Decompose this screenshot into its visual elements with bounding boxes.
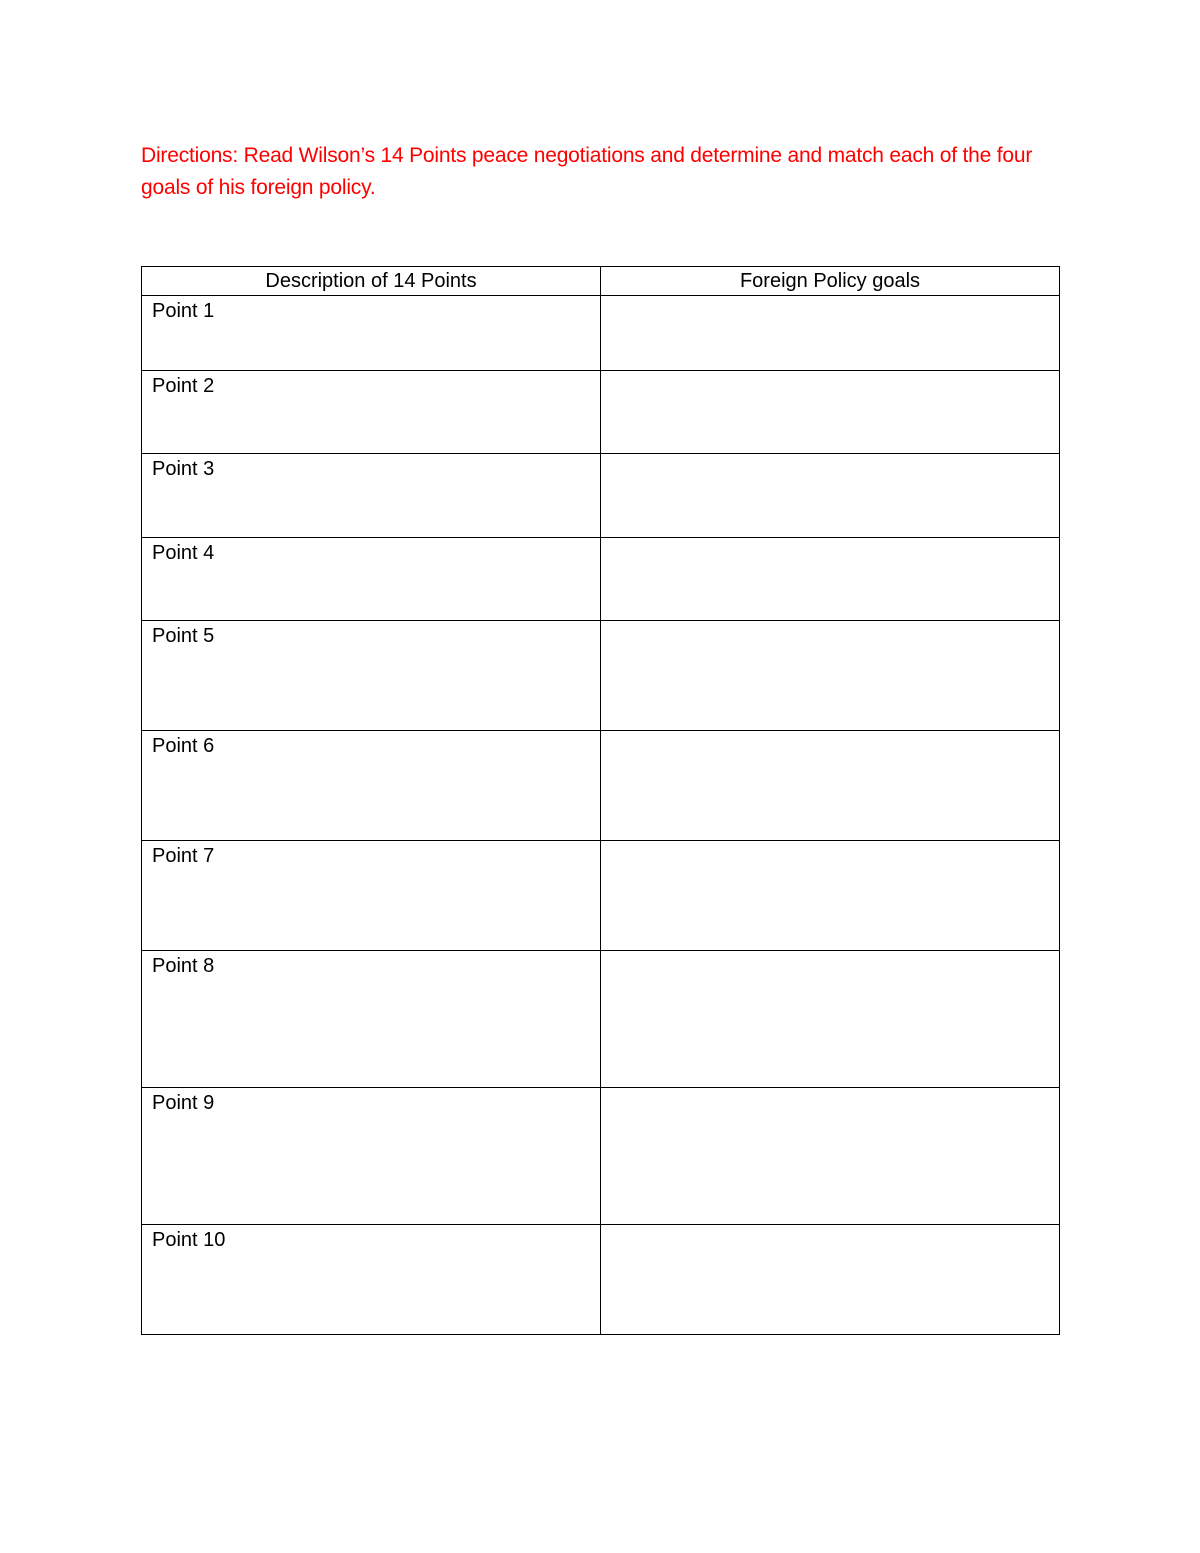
goal-cell[interactable] (601, 951, 1060, 1088)
point-label: Point 3 (142, 454, 601, 538)
goal-cell[interactable] (601, 731, 1060, 841)
goal-cell[interactable] (601, 841, 1060, 951)
point-label: Point 7 (142, 841, 601, 951)
table-row (142, 1088, 1060, 1225)
table-row (142, 1225, 1060, 1335)
header-foreign-policy-goals: Foreign Policy goals (601, 267, 1060, 296)
goal-cell[interactable] (601, 1088, 1060, 1225)
point-label: Point 5 (142, 621, 601, 731)
goal-cell[interactable] (601, 538, 1060, 621)
table-row (142, 454, 1060, 538)
point-label: Point 10 (142, 1225, 601, 1335)
points-table (141, 266, 1060, 1335)
table-row (142, 841, 1060, 951)
point-label: Point 1 (142, 296, 601, 371)
table-row (142, 296, 1060, 371)
goal-cell[interactable] (601, 296, 1060, 371)
table-row (142, 731, 1060, 841)
point-label: Point 8 (142, 951, 601, 1088)
point-label: Point 6 (142, 731, 601, 841)
point-label: Point 4 (142, 538, 601, 621)
goal-cell[interactable] (601, 621, 1060, 731)
point-label: Point 2 (142, 371, 601, 454)
point-label: Point 9 (142, 1088, 601, 1225)
table-row (142, 951, 1060, 1088)
header-description: Description of 14 Points (142, 267, 601, 296)
table-header-row (142, 267, 1060, 296)
table-row (142, 371, 1060, 454)
table-row (142, 621, 1060, 731)
goal-cell[interactable] (601, 1225, 1060, 1335)
goal-cell[interactable] (601, 454, 1060, 538)
goal-cell[interactable] (601, 371, 1060, 454)
table-row (142, 538, 1060, 621)
directions-text: Directions: Read Wilson’s 14 Points peace negotiations and determine and match each of the four goals of his foreign policy. (141, 144, 1033, 199)
